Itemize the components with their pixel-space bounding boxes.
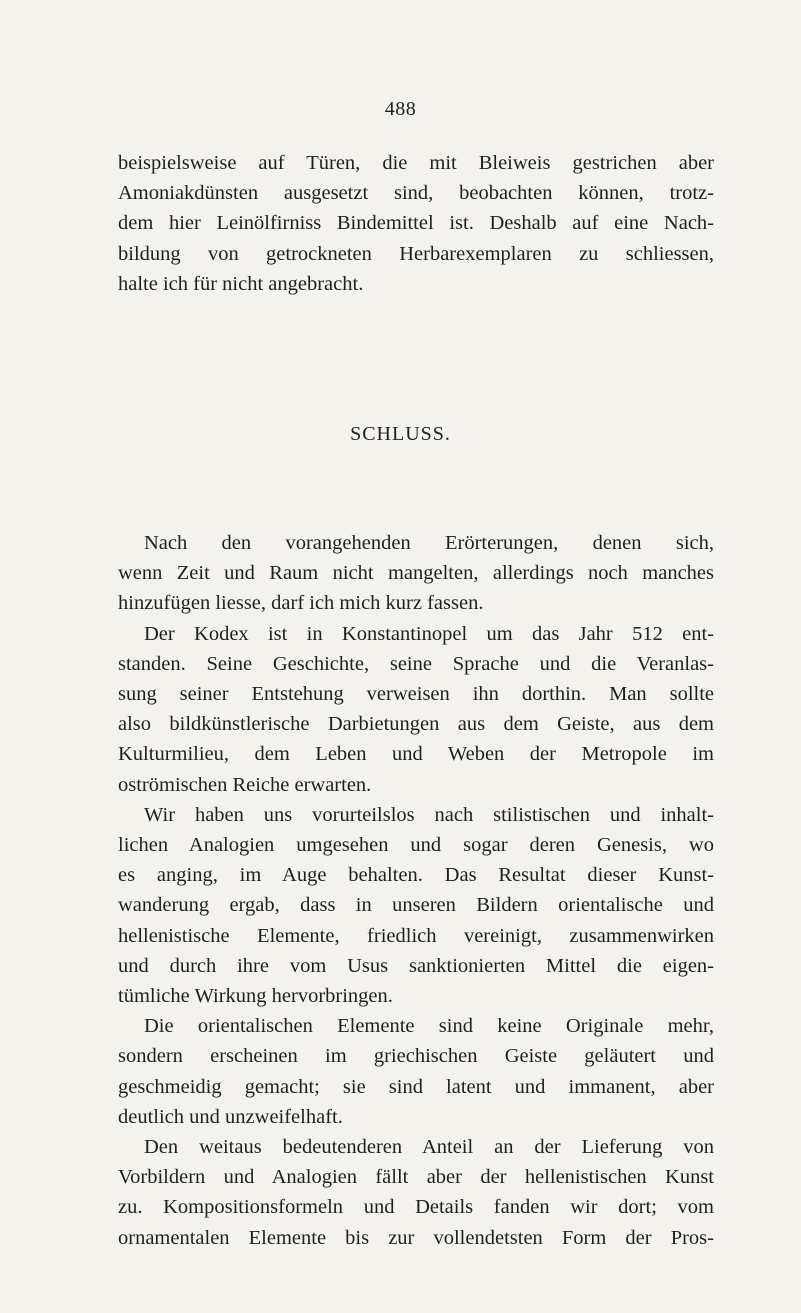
- intro-paragraph: [118, 148, 714, 299]
- paragraph: [118, 1011, 714, 1132]
- text-line: Amoniakdünsten ausgesetzt sind, beobachten können, trotz-: [118, 182, 714, 205]
- text-line: tümliche Wirkung hervorbringen.: [118, 985, 393, 1008]
- text-line: und durch ihre vom Usus sanktionierten Mittel die eigen-: [118, 954, 714, 977]
- text-line: Den weitaus bedeutenderen Anteil an der Lieferung von: [144, 1136, 714, 1159]
- text-line: deutlich und unzweifelhaft.: [118, 1105, 343, 1128]
- text-line: Nach den vorangehenden Erörterungen, denen sich,: [144, 532, 714, 554]
- text-line: Wir haben uns vorurteilslos nach stilistischen und inhalt-: [144, 803, 714, 826]
- text-line: Vorbildern und Analogien fällt aber der hellenistischen Kunst: [118, 1166, 714, 1189]
- paragraph: [118, 1132, 714, 1253]
- text-line: bildung von getrockneten Herbarexemplaren zu schliessen,: [118, 242, 714, 265]
- page-number: 488: [384, 98, 417, 120]
- section-heading: SCHLUSS.: [350, 423, 451, 445]
- text-line: also bildkünstlerische Darbietungen aus dem Geiste, aus dem: [118, 713, 714, 736]
- text-line: halte ich für nicht angebracht.: [118, 272, 364, 295]
- text-line: hellenistische Elemente, friedlich vereinigt, zusammenwirken: [118, 924, 714, 947]
- text-line: hinzufügen liesse, darf ich mich kurz fassen.: [118, 592, 484, 615]
- text-line: sondern erscheinen im griechischen Geiste geläutert und: [118, 1045, 714, 1068]
- text-line: Der Kodex ist in Konstantinopel um das Jahr 512 ent-: [144, 622, 714, 645]
- text-line: dem hier Leinölfirniss Bindemittel ist. Deshalb auf eine Nach-: [118, 212, 714, 235]
- text-line: sung seiner Entstehung verweisen ihn dorthin. Man sollte: [118, 683, 714, 706]
- text-line: Kulturmilieu, dem Leben und Weben der Metropole im: [118, 743, 714, 766]
- text-line: zu. Kompositionsformeln und Details fanden wir dort; vom: [118, 1196, 714, 1219]
- paragraph: [118, 619, 714, 800]
- text-line: es anging, im Auge behalten. Das Resultat dieser Kunst-: [118, 864, 714, 887]
- paragraph: [118, 800, 714, 1011]
- text-line: geschmeidig gemacht; sie sind latent und immanent, aber: [118, 1075, 714, 1098]
- text-line: beispielsweise auf Türen, die mit Bleiweis gestrichen aber: [118, 152, 714, 174]
- text-line: Die orientalischen Elemente sind keine Originale mehr,: [144, 1015, 714, 1038]
- text-line: standen. Seine Geschichte, seine Sprache und die Veranlas-: [118, 652, 714, 675]
- text-line: oströmischen Reiche erwarten.: [118, 773, 372, 796]
- text-line: wanderung ergab, dass in unseren Bildern orientalische und: [118, 894, 714, 917]
- body-text: [118, 528, 714, 1253]
- text-line: wenn Zeit und Raum nicht mangelten, allerdings noch manches: [118, 562, 714, 585]
- paragraph: [118, 528, 714, 619]
- text-line: ornamentalen Elemente bis zur vollendetsten Form der Pros-: [118, 1226, 714, 1249]
- text-line: lichen Analogien umgesehen und sogar deren Genesis, wo: [118, 834, 714, 857]
